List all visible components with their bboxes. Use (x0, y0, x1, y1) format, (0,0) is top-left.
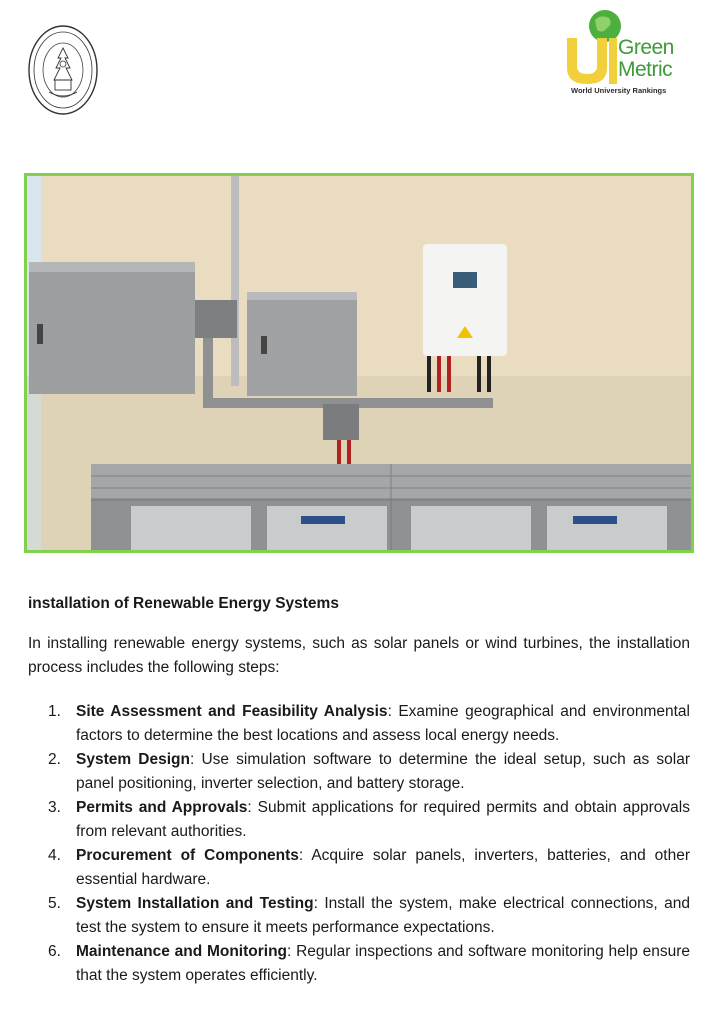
section-heading: installation of Renewable Energy Systems (28, 595, 339, 612)
university-seal-icon (27, 24, 99, 116)
list-item (48, 796, 690, 844)
steps-list (48, 700, 690, 988)
step-term: Permits and Approvals (76, 799, 248, 816)
logo-word-green: Green (618, 36, 674, 59)
step-term: Procurement of Components (76, 847, 299, 864)
intro-paragraph: In installing renewable energy systems, such as solar panels or wind turbines, the installation process includes the following steps: (28, 635, 690, 676)
logo-tagline: World University Rankings (571, 86, 667, 95)
list-item (48, 700, 690, 748)
step-number: 5. (48, 895, 61, 912)
list-item (48, 844, 690, 892)
step-description: : Install the system, make electrical connections, and test the system to ensure it meets performance expectations. (76, 895, 690, 936)
logo-word-metric: Metric (618, 58, 673, 81)
step-term: System Installation and Testing (76, 895, 314, 912)
step-number: 2. (48, 751, 61, 768)
step-description: : Regular inspections and software monitoring help ensure that the system operates efficiently. (76, 943, 690, 984)
step-number: 1. (48, 703, 61, 720)
step-number: 6. (48, 943, 61, 960)
list-item (48, 940, 690, 988)
step-number: 3. (48, 799, 61, 816)
step-description: : Use simulation software to determine the ideal setup, such as solar panel positioning, inverter selection, and battery storage. (76, 751, 690, 792)
list-item (48, 892, 690, 940)
step-description: : Acquire solar panels, inverters, batteries, and other essential hardware. (76, 847, 690, 888)
step-number: 4. (48, 847, 61, 864)
step-term: Maintenance and Monitoring (76, 943, 288, 960)
step-description: : Submit applications for required permits and obtain approvals from relevant authorities. (76, 799, 690, 840)
step-term: Site Assessment and Feasibility Analysis (76, 703, 388, 720)
step-term: System Design (76, 751, 190, 768)
list-item (48, 748, 690, 796)
step-description: : Examine geographical and environmental factors to determine the best locations and assess local energy needs. (76, 703, 690, 744)
ui-greenmetric-logo-icon (563, 6, 687, 98)
installation-photo (24, 173, 694, 553)
